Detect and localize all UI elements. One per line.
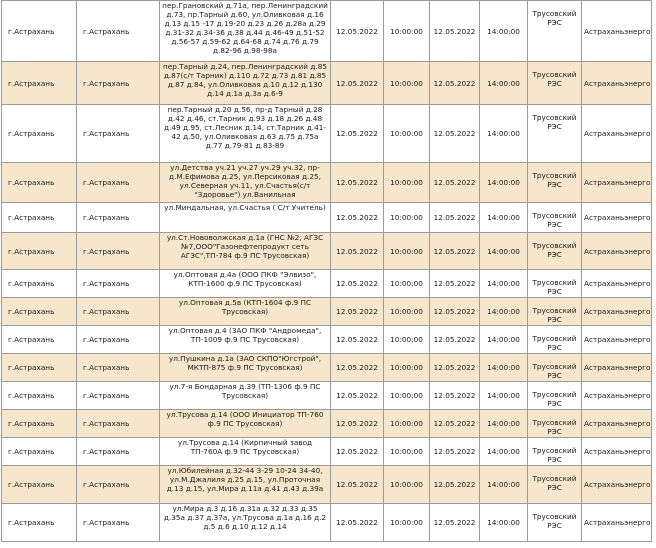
- organization-cell: Астраханьэнерго: [582, 438, 652, 466]
- start-date-cell: 12.05.2022: [331, 1, 384, 62]
- address-cell: пер.Тарный д.24, пер.Ленинградский д.85 д.87(с/т Тарник) д.110 д.72 д.73 д.81 д.85 д.87 д.84, ул.Оливковая д.10 д.12 д.130 д.14 д.1а д.3а д.6-9: [160, 62, 331, 105]
- city-cell: г.Астрахань: [77, 382, 160, 410]
- start-date-cell: 12.05.2022: [331, 203, 384, 233]
- end-date-cell: 12.05.2022: [430, 233, 480, 270]
- end-date-cell: 12.05.2022: [430, 203, 480, 233]
- table-row: [2, 504, 652, 542]
- end-time-cell: 14:00:00: [480, 203, 528, 233]
- address-cell: ул.Пушкина д.1а (ЗАО СКПО"Югстрой", МКТП-875 ф.9 ПС Трусовская): [160, 354, 331, 382]
- city-cell: г.Астрахань: [77, 504, 160, 542]
- res-cell: Трусовский РЭС: [528, 163, 582, 203]
- address-cell: ул.Юбилейная д.32-44 3-29 10-24 34-40, ул.М.Джалиля д.25 д.15, ул.Проточная д.13 д.15, ул.Мира д.11а д.41 д.43 д.39а: [160, 466, 331, 504]
- city-cell: г.Астрахань: [77, 438, 160, 466]
- start-time-cell: 10:00:00: [384, 382, 430, 410]
- table-row: [2, 326, 652, 354]
- start-time-cell: 10:00:00: [384, 298, 430, 326]
- res-cell: Трусовский РЭС: [528, 233, 582, 270]
- start-date-cell: 12.05.2022: [331, 438, 384, 466]
- end-time-cell: 14:00:00: [480, 466, 528, 504]
- city-cell: г.Астрахань: [77, 298, 160, 326]
- address-cell: ул.Трусова д.14 (ООО Инициатор ТП-760 ф.9 ПС Трусовская): [160, 410, 331, 438]
- city-cell: г.Астрахань: [77, 105, 160, 163]
- end-time-cell: 14:00:00: [480, 438, 528, 466]
- end-date-cell: 12.05.2022: [430, 326, 480, 354]
- end-date-cell: 12.05.2022: [430, 382, 480, 410]
- end-time-cell: 14:00:00: [480, 410, 528, 438]
- organization-cell: Астраханьэнерго: [582, 382, 652, 410]
- end-date-cell: 12.05.2022: [430, 438, 480, 466]
- start-date-cell: 12.05.2022: [331, 466, 384, 504]
- end-time-cell: 14:00:00: [480, 326, 528, 354]
- address-cell: пер.Тарный д.20 д.56, пр-д Тарный д.28 д.42 д.46, ст.Тарник д.93 д.18 д.26 д.48 д.49 д.95, ст.Лесник д.14, ст.Тарник д.41-42 д.50, ул.Оливковая д.63 д.75 д.75а д.77 д.79-81 д.83-89: [160, 105, 331, 163]
- city-cell: г.Астрахань: [77, 163, 160, 203]
- organization-cell: Астраханьэнерго: [582, 326, 652, 354]
- start-time-cell: 10:00:00: [384, 410, 430, 438]
- organization-cell: Астраханьэнерго: [582, 354, 652, 382]
- organization-cell: Астраханьэнерго: [582, 233, 652, 270]
- locality-cell: г.Астрахань: [2, 326, 77, 354]
- start-time-cell: 10:00:00: [384, 326, 430, 354]
- city-cell: г.Астрахань: [77, 62, 160, 105]
- start-time-cell: 10:00:00: [384, 354, 430, 382]
- address-cell: ул.Детства уч.21 уч.27 уч.29 уч.32, пр-д.М.Ефимова д.25, ул.Персиковая д.25, ул.Северная уч.11, ул.Счастья(с/т "Здоровье") ул.Ванильная: [160, 163, 331, 203]
- city-cell: г.Астрахань: [77, 410, 160, 438]
- address-cell: ул.Миндальная, ул.Счастья ( С/т Учитель): [160, 203, 331, 233]
- start-date-cell: 12.05.2022: [331, 163, 384, 203]
- start-date-cell: 12.05.2022: [331, 382, 384, 410]
- table-row: [2, 438, 652, 466]
- locality-cell: г.Астрахань: [2, 62, 77, 105]
- end-date-cell: 12.05.2022: [430, 504, 480, 542]
- organization-cell: Астраханьэнерго: [582, 410, 652, 438]
- table-row: [2, 203, 652, 233]
- locality-cell: г.Астрахань: [2, 163, 77, 203]
- address-cell: ул.Ст.Нововолжская д.1а (ГНС №2, АГЗС №7,ООО"Газонефтепродукт сеть АГЗС",ТП-784 ф.9 ПС Трусовская): [160, 233, 331, 270]
- table-row: [2, 1, 652, 62]
- res-cell: Трусовский РЭС: [528, 354, 582, 382]
- locality-cell: г.Астрахань: [2, 298, 77, 326]
- start-date-cell: 12.05.2022: [331, 62, 384, 105]
- table-row: [2, 466, 652, 504]
- res-cell: Трусовский РЭС: [528, 298, 582, 326]
- locality-cell: г.Астрахань: [2, 504, 77, 542]
- end-date-cell: 12.05.2022: [430, 270, 480, 298]
- end-time-cell: 14:00:00: [480, 105, 528, 163]
- locality-cell: г.Астрахань: [2, 382, 77, 410]
- address-cell: ул.Трусова д.14 (Кирпичный завод ТП-760А ф.9 ПС Трусовская): [160, 438, 331, 466]
- start-time-cell: 10:00:00: [384, 62, 430, 105]
- res-cell: Трусовский РЭС: [528, 504, 582, 542]
- end-time-cell: 14:00:00: [480, 504, 528, 542]
- start-date-cell: 12.05.2022: [331, 105, 384, 163]
- end-time-cell: 14:00:00: [480, 354, 528, 382]
- address-cell: ул.Оптовая д.5в (КТП-1604 ф.9 ПС Трусовская): [160, 298, 331, 326]
- start-time-cell: 10:00:00: [384, 270, 430, 298]
- res-cell: Трусовский РЭС: [528, 203, 582, 233]
- locality-cell: г.Астрахань: [2, 410, 77, 438]
- table-row: [2, 105, 652, 163]
- start-time-cell: 10:00:00: [384, 233, 430, 270]
- table-row: [2, 298, 652, 326]
- address-cell: ул.Мира д.3 д.16 д.31а д.32 д.33 д.35 д.35а д.37 д.37а, ул.Трусова д.1а д.16 д.2 д.5 д.6 д.10 д.12 д.14: [160, 504, 331, 542]
- locality-cell: г.Астрахань: [2, 105, 77, 163]
- city-cell: г.Астрахань: [77, 354, 160, 382]
- organization-cell: Астраханьэнерго: [582, 504, 652, 542]
- end-time-cell: 14:00:00: [480, 163, 528, 203]
- city-cell: г.Астрахань: [77, 326, 160, 354]
- address-cell: ул.7-я Бондарная д.39 (ТП-1306 ф.9 ПС Трусовская): [160, 382, 331, 410]
- start-time-cell: 10:00:00: [384, 466, 430, 504]
- start-date-cell: 12.05.2022: [331, 504, 384, 542]
- end-date-cell: 12.05.2022: [430, 466, 480, 504]
- start-date-cell: 12.05.2022: [331, 298, 384, 326]
- organization-cell: Астраханьэнерго: [582, 298, 652, 326]
- table-row: [2, 410, 652, 438]
- table-row: [2, 233, 652, 270]
- organization-cell: Астраханьэнерго: [582, 163, 652, 203]
- res-cell: Трусовский РЭС: [528, 270, 582, 298]
- res-cell: Трусовский РЭС: [528, 105, 582, 163]
- end-time-cell: 14:00:00: [480, 233, 528, 270]
- city-cell: г.Астрахань: [77, 1, 160, 62]
- res-cell: Трусовский РЭС: [528, 326, 582, 354]
- locality-cell: г.Астрахань: [2, 354, 77, 382]
- locality-cell: г.Астрахань: [2, 233, 77, 270]
- outage-schedule-table: [1, 0, 652, 542]
- start-date-cell: 12.05.2022: [331, 270, 384, 298]
- start-time-cell: 10:00:00: [384, 105, 430, 163]
- organization-cell: Астраханьэнерго: [582, 466, 652, 504]
- city-cell: г.Астрахань: [77, 203, 160, 233]
- locality-cell: г.Астрахань: [2, 1, 77, 62]
- organization-cell: Астраханьэнерго: [582, 203, 652, 233]
- table-row: [2, 270, 652, 298]
- res-cell: Трусовский РЭС: [528, 466, 582, 504]
- res-cell: Трусовский РЭС: [528, 62, 582, 105]
- table-row: [2, 354, 652, 382]
- end-time-cell: 14:00:00: [480, 382, 528, 410]
- locality-cell: г.Астрахань: [2, 438, 77, 466]
- res-cell: Трусовский РЭС: [528, 1, 582, 62]
- start-time-cell: 10:00:00: [384, 438, 430, 466]
- table-row: [2, 62, 652, 105]
- end-date-cell: 12.05.2022: [430, 105, 480, 163]
- organization-cell: Астраханьэнерго: [582, 1, 652, 62]
- start-time-cell: 10:00:00: [384, 163, 430, 203]
- start-date-cell: 12.05.2022: [331, 233, 384, 270]
- res-cell: Трусовский РЭС: [528, 438, 582, 466]
- end-time-cell: 14:00:00: [480, 270, 528, 298]
- end-time-cell: 14:00:00: [480, 298, 528, 326]
- start-date-cell: 12.05.2022: [331, 354, 384, 382]
- start-time-cell: 10:00:00: [384, 1, 430, 62]
- locality-cell: г.Астрахань: [2, 203, 77, 233]
- address-cell: пер.Грановский д.71а, пер.Ленинградский д.73, пр.Тарный д.60, ул.Оливковая д.16 д.13 д.15 -17 д.19-20 д.23 д.26 д.28а д.29 д.31-32 д.34-36 д.38 д.44 д.46-49 д.51-52 д.56-57 д.59-62 д.64-68 д.74 д.76 д.79 д.82-96 д.98-98а: [160, 1, 331, 62]
- end-date-cell: 12.05.2022: [430, 163, 480, 203]
- city-cell: г.Астрахань: [77, 270, 160, 298]
- end-time-cell: 14:00:00: [480, 1, 528, 62]
- end-date-cell: 12.05.2022: [430, 298, 480, 326]
- end-date-cell: 12.05.2022: [430, 1, 480, 62]
- start-time-cell: 10:00:00: [384, 203, 430, 233]
- table-row: [2, 163, 652, 203]
- table-row: [2, 382, 652, 410]
- organization-cell: Астраханьэнерго: [582, 105, 652, 163]
- locality-cell: г.Астрахань: [2, 270, 77, 298]
- start-time-cell: 10:00:00: [384, 504, 430, 542]
- start-date-cell: 12.05.2022: [331, 410, 384, 438]
- address-cell: ул.Оптовая д.4а (ООО ПКФ "Элвизо", КТП-1600 ф.9 ПС Трусовская): [160, 270, 331, 298]
- end-date-cell: 12.05.2022: [430, 354, 480, 382]
- res-cell: Трусовский РЭС: [528, 410, 582, 438]
- organization-cell: Астраханьэнерго: [582, 270, 652, 298]
- res-cell: Трусовский РЭС: [528, 382, 582, 410]
- locality-cell: г.Астрахань: [2, 466, 77, 504]
- start-date-cell: 12.05.2022: [331, 326, 384, 354]
- end-date-cell: 12.05.2022: [430, 62, 480, 105]
- address-cell: ул.Оптовая д.4 (ЗАО ПКФ "Андромеда", ТП-1009 ф.9 ПС Трусовская): [160, 326, 331, 354]
- city-cell: г.Астрахань: [77, 466, 160, 504]
- organization-cell: Астраханьэнерго: [582, 62, 652, 105]
- end-time-cell: 14:00:00: [480, 62, 528, 105]
- city-cell: г.Астрахань: [77, 233, 160, 270]
- end-date-cell: 12.05.2022: [430, 410, 480, 438]
